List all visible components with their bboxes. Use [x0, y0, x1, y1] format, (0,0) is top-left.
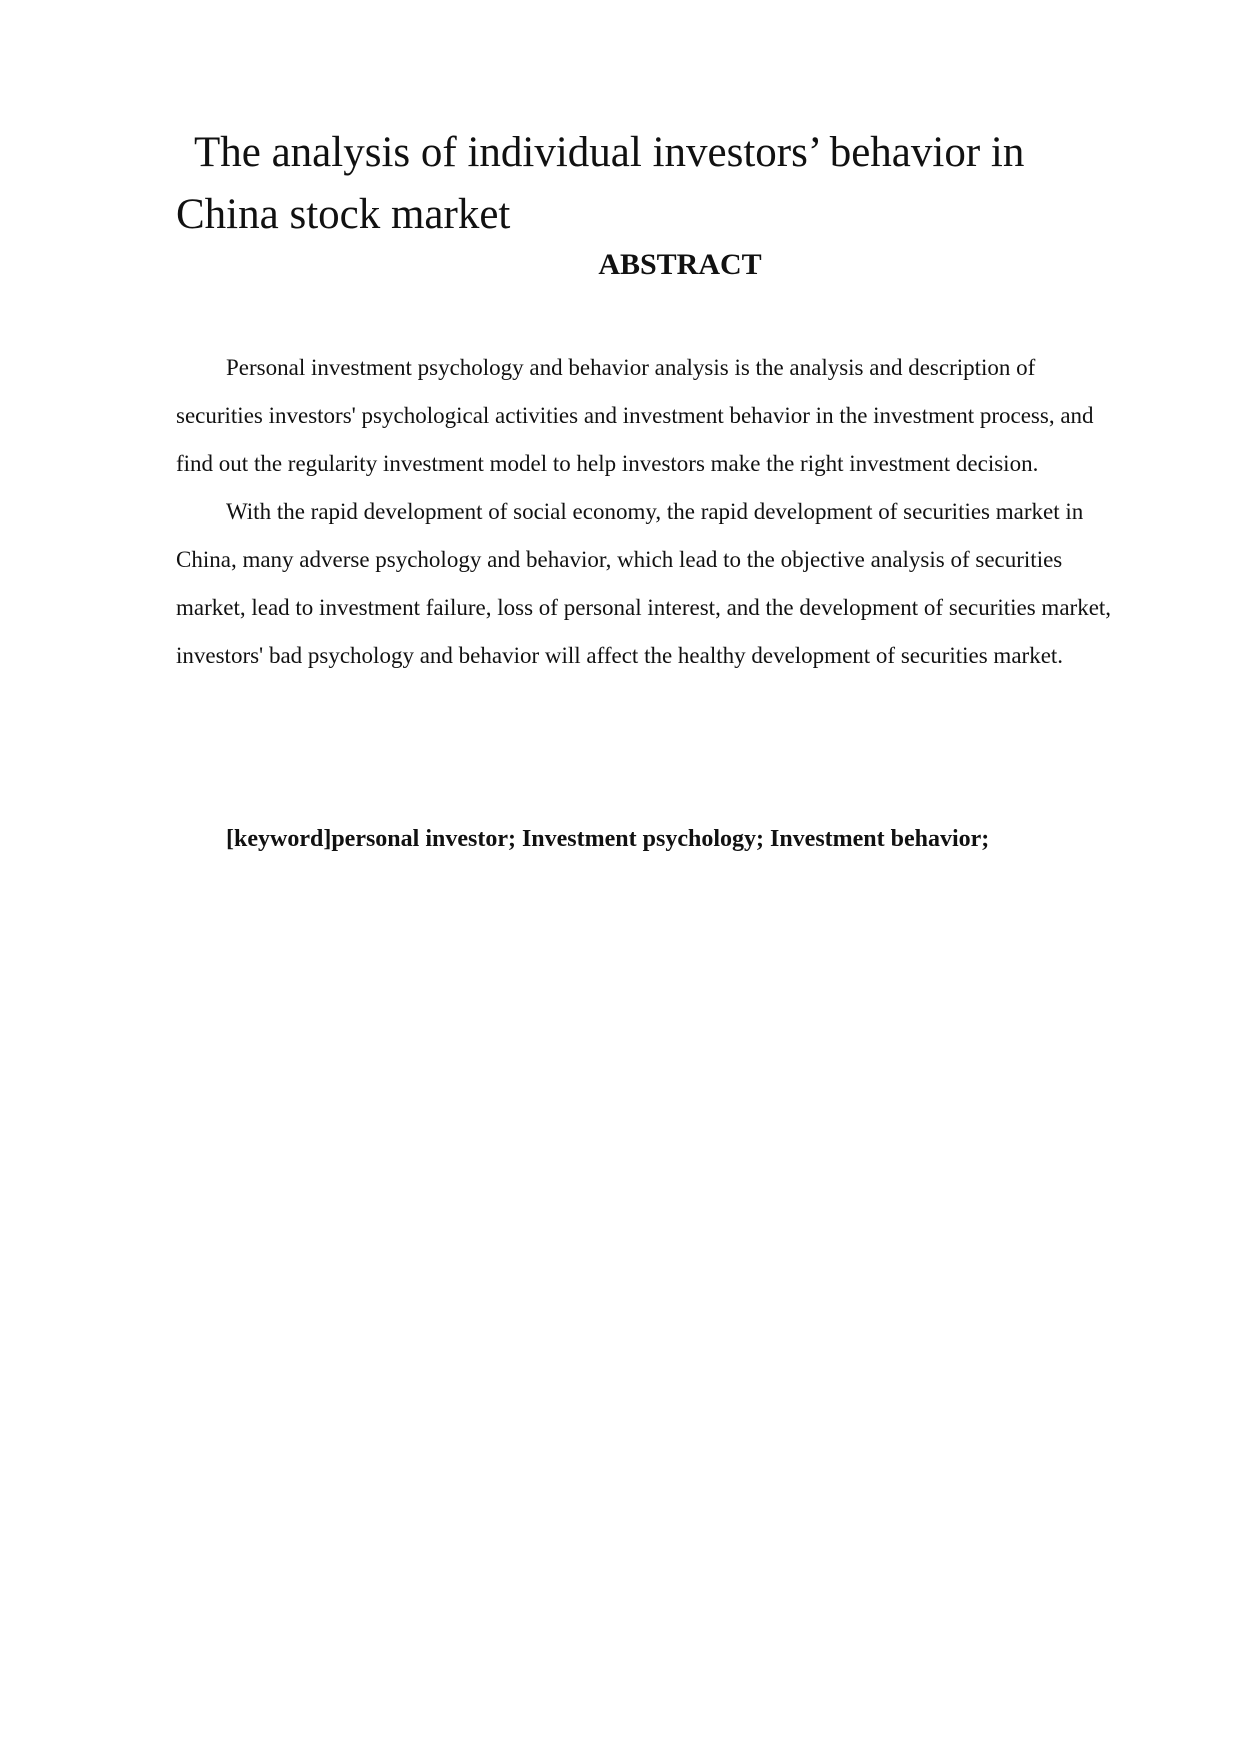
- abstract-body: [176, 344, 1116, 680]
- abstract-paragraph-1: Personal investment psychology and behavior analysis is the analysis and description of securities investors' psychological activities and investment behavior in the investment process, and find out the regularity investment model to help investors make the right investment decision.: [176, 355, 1094, 476]
- abstract-heading: ABSTRACT: [598, 248, 762, 281]
- keywords-line: [keyword]personal investor; Investment psychology; Investment behavior;: [226, 826, 990, 852]
- document-title: The analysis of individual investors’ behavior in China stock market: [176, 129, 1025, 238]
- abstract-paragraph-2: With the rapid development of social economy, the rapid development of securities market in China, many adverse psychology and behavior, which lead to the objective analysis of securities market, lead to investment failure, loss of personal interest, and the development of securities market, investors' bad psychology and behavior will affect the healthy development of securities market.: [176, 499, 1112, 668]
